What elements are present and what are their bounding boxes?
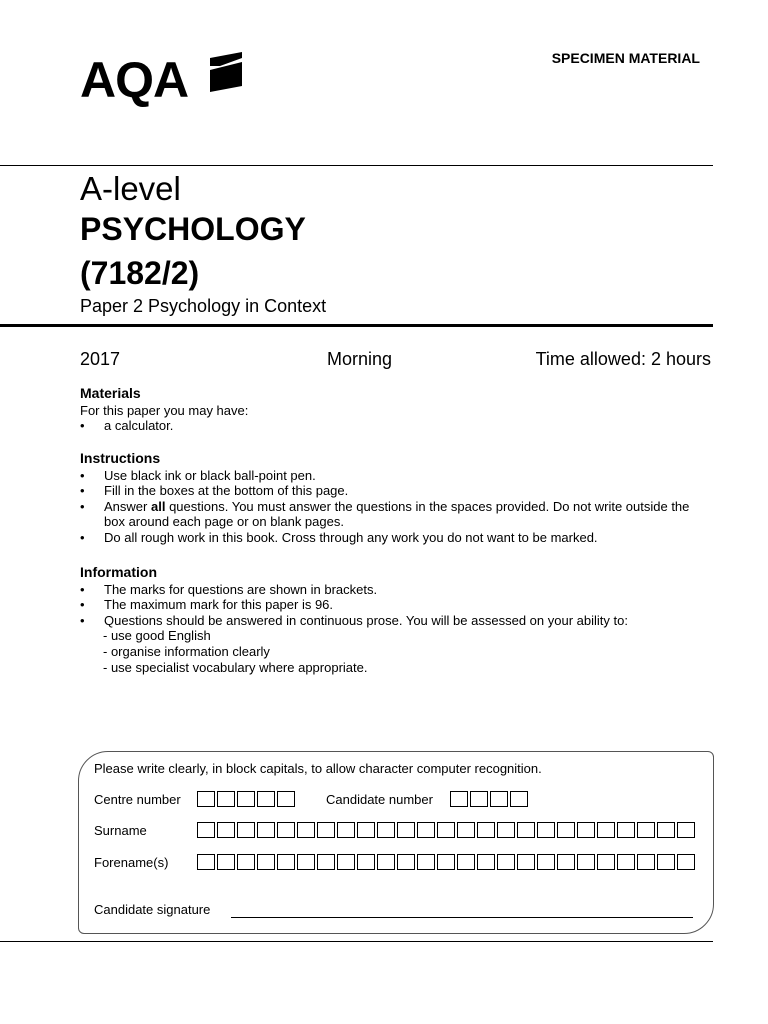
character-box[interactable] xyxy=(377,854,395,870)
character-box[interactable] xyxy=(677,854,695,870)
character-box[interactable] xyxy=(277,791,295,807)
character-box[interactable] xyxy=(397,854,415,870)
character-box[interactable] xyxy=(577,822,595,838)
surname-label: Surname xyxy=(94,823,147,838)
character-box[interactable] xyxy=(317,854,335,870)
character-box[interactable] xyxy=(197,791,215,807)
character-box[interactable] xyxy=(457,822,475,838)
character-box[interactable] xyxy=(297,854,315,870)
character-box[interactable] xyxy=(617,854,635,870)
character-box[interactable] xyxy=(277,822,295,838)
candidate-details-box xyxy=(78,751,714,934)
paper-code: (7182/2) xyxy=(80,255,200,291)
character-box[interactable] xyxy=(497,822,515,838)
character-box[interactable] xyxy=(317,822,335,838)
sub-item: - use specialist vocabulary where appropriate. xyxy=(103,659,368,675)
character-box[interactable] xyxy=(597,854,615,870)
character-box[interactable] xyxy=(437,854,455,870)
character-box[interactable] xyxy=(357,822,375,838)
list-item: • Do all rough work in this book. Cross through any work you do not want to be marked. xyxy=(80,529,598,545)
list-item: • a calculator. xyxy=(80,418,174,434)
character-box[interactable] xyxy=(557,822,575,838)
character-box[interactable] xyxy=(677,822,695,838)
character-box[interactable] xyxy=(217,854,235,870)
list-item: • Use black ink or black ball-point pen. xyxy=(80,467,316,483)
title-divider xyxy=(0,324,713,327)
list-item: • Questions should be answered in continuous prose. You will be assessed on your ability to: xyxy=(80,612,628,628)
block-capitals-note: Please write clearly, in block capitals, to allow character computer recognition. xyxy=(94,761,542,776)
top-divider xyxy=(0,165,713,166)
information-section xyxy=(80,565,700,675)
exam-session: Morning xyxy=(327,349,393,369)
subject-title: PSYCHOLOGY xyxy=(80,211,306,247)
character-box[interactable] xyxy=(537,854,555,870)
character-box[interactable] xyxy=(510,791,528,807)
paper-title: Paper 2 Psychology in Context xyxy=(80,296,327,316)
character-box[interactable] xyxy=(537,822,555,838)
logo-mark-icon xyxy=(208,52,248,92)
list-item: • Fill in the boxes at the bottom of this page. xyxy=(80,483,349,499)
materials-section xyxy=(80,386,248,434)
aqa-logo xyxy=(80,50,250,110)
list-item: • The maximum mark for this paper is 96. xyxy=(80,597,334,613)
specimen-label: SPECIMEN MATERIAL xyxy=(551,50,700,66)
time-allowed: Time allowed: 2 hours xyxy=(535,349,711,369)
character-box[interactable] xyxy=(477,822,495,838)
centre-number-field[interactable] xyxy=(197,791,297,807)
signature-line[interactable] xyxy=(231,917,693,918)
centre-number-label: Centre number xyxy=(94,792,181,807)
character-box[interactable] xyxy=(597,822,615,838)
character-box[interactable] xyxy=(257,822,275,838)
materials-heading: Materials xyxy=(80,385,141,401)
character-box[interactable] xyxy=(217,791,235,807)
materials-intro: For this paper you may have: xyxy=(80,402,249,418)
surname-field[interactable] xyxy=(197,822,697,838)
character-box[interactable] xyxy=(477,854,495,870)
character-box[interactable] xyxy=(257,854,275,870)
instructions-section xyxy=(80,451,700,546)
character-box[interactable] xyxy=(490,791,508,807)
character-box[interactable] xyxy=(277,854,295,870)
character-box[interactable] xyxy=(450,791,468,807)
character-box[interactable] xyxy=(397,822,415,838)
character-box[interactable] xyxy=(577,854,595,870)
qualification-level: A-level xyxy=(80,170,181,207)
logo-wordmark: AQA xyxy=(80,52,189,108)
character-box[interactable] xyxy=(237,822,255,838)
character-box[interactable] xyxy=(337,854,355,870)
character-box[interactable] xyxy=(470,791,488,807)
character-box[interactable] xyxy=(657,822,675,838)
character-box[interactable] xyxy=(437,822,455,838)
character-box[interactable] xyxy=(217,822,235,838)
character-box[interactable] xyxy=(657,854,675,870)
character-box[interactable] xyxy=(617,822,635,838)
character-box[interactable] xyxy=(297,822,315,838)
character-box[interactable] xyxy=(377,822,395,838)
character-box[interactable] xyxy=(337,822,355,838)
instructions-heading: Instructions xyxy=(80,450,161,466)
character-box[interactable] xyxy=(557,854,575,870)
character-box[interactable] xyxy=(237,791,255,807)
character-box[interactable] xyxy=(197,854,215,870)
character-box[interactable] xyxy=(357,854,375,870)
character-box[interactable] xyxy=(517,822,535,838)
forename-field[interactable] xyxy=(197,854,697,870)
character-box[interactable] xyxy=(257,791,275,807)
bottom-divider xyxy=(0,941,713,942)
forename-label: Forename(s) xyxy=(94,855,169,870)
candidate-number-field[interactable] xyxy=(450,791,530,807)
candidate-number-label: Candidate number xyxy=(326,792,433,807)
character-box[interactable] xyxy=(497,854,515,870)
character-box[interactable] xyxy=(457,854,475,870)
character-box[interactable] xyxy=(417,854,435,870)
list-item: • Answer all questions. You must answer the questions in the spaces provided. Do not write outside the box around each page or on blank pages. xyxy=(80,498,690,530)
character-box[interactable] xyxy=(197,822,215,838)
character-box[interactable] xyxy=(637,854,655,870)
character-box[interactable] xyxy=(417,822,435,838)
character-box[interactable] xyxy=(237,854,255,870)
information-heading: Information xyxy=(80,564,157,580)
character-box[interactable] xyxy=(517,854,535,870)
signature-label: Candidate signature xyxy=(94,902,211,917)
exam-year: 2017 xyxy=(80,349,121,369)
list-item: • The marks for questions are shown in brackets. xyxy=(80,581,378,597)
sub-item: - organise information clearly xyxy=(103,643,270,659)
sub-item: - use good English xyxy=(103,628,211,644)
character-box[interactable] xyxy=(637,822,655,838)
